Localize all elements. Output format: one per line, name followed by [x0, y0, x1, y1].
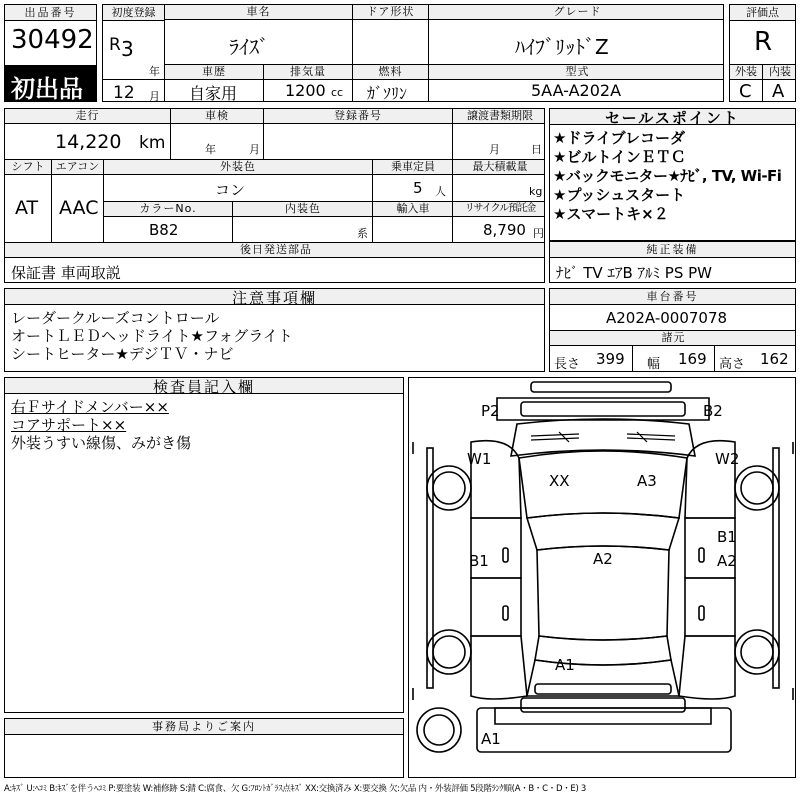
mark-xx: XX	[549, 472, 570, 490]
chassis-label: 車台番号	[550, 289, 795, 305]
equipment-label: 純正装備	[550, 242, 795, 258]
fuel-value: ｶﾞｿﾘﾝ	[367, 84, 408, 102]
displacement-value: 1200	[285, 81, 326, 100]
first-listing-badge	[4, 65, 97, 102]
capacity-unit: 人	[435, 185, 446, 198]
capacity-value: 5	[413, 179, 423, 197]
sales-point-item: ★ドライブレコーダ	[553, 129, 685, 147]
sales-point-item: ★バックモニター★ﾅﾋﾞ, TV, Wi-Fi	[553, 167, 782, 185]
mark-w2: W2	[715, 450, 740, 468]
registration-month: 12	[113, 83, 135, 102]
length-label: 長さ	[554, 357, 581, 372]
ext-color-value: コン	[215, 181, 246, 199]
equipment-value: ﾅﾋﾞ TV ｴｱB ｱﾙﾐ PS PW	[556, 264, 712, 282]
mark-p2: P2	[481, 402, 500, 420]
model-value: 5AA-A202A	[531, 81, 622, 100]
shift-value: AT	[15, 197, 39, 219]
mark-b1-left: B1	[469, 552, 489, 570]
int-color-unit: 系	[357, 227, 368, 240]
lot-number-box	[4, 4, 97, 66]
inspector-line: 外装うすい線傷、みがき傷	[11, 434, 192, 452]
mark-w1: W1	[467, 450, 492, 468]
shift-label: シフト	[4, 159, 52, 175]
transfer-label: 譲渡書類期限	[452, 108, 545, 124]
recycle-unit: 円	[533, 227, 544, 240]
mark-b2-top: B2	[703, 402, 723, 420]
inspection-year-unit: 年	[205, 143, 216, 156]
fuel-label: 燃料	[352, 64, 429, 80]
score-value: R	[754, 27, 773, 57]
specs-grid	[4, 108, 545, 283]
exterior-score: C	[739, 81, 752, 102]
damage-diagram	[408, 377, 796, 778]
recycle-label: リサイクル預託金	[452, 201, 545, 217]
height-value: 162	[760, 350, 789, 368]
transfer-day-unit: 日	[531, 143, 542, 156]
office-notice-box	[4, 718, 404, 778]
sales-points-label: セールスポイント	[550, 109, 795, 125]
sales-point-item: ★スマートキ×２	[553, 205, 669, 223]
note-line: シートヒーター★デジＴＶ・ナビ	[11, 345, 234, 363]
mark-b1-right: B1	[717, 528, 737, 546]
reg-no-label: 登録番号	[263, 108, 453, 124]
note-line: レーダークルーズコントロール	[11, 309, 220, 327]
exterior-score-label: 外装	[729, 64, 763, 80]
first-registration-label: 初度登録	[103, 5, 164, 21]
later-parts-label: 後日発送部品	[4, 242, 545, 258]
mileage-value: 14,220	[55, 131, 122, 153]
inspection-label: 車検	[170, 108, 264, 124]
legend: A:ｷｽﾞ U:ﾍｺﾐ B:ｷｽﾞを伴うﾍｺﾐ P:要塗装 W:補修跡 S:錆 C:腐食、欠 G:ﾌﾛﾝﾄｶﾞﾗｽ点ｷｽﾞ XX:交換済み X:要交換 欠:欠品 内・外装評価 5段階ﾗﾝｸ順(A・B・C・D・E) 3	[4, 784, 587, 794]
interior-score-label: 内装	[762, 64, 796, 80]
sales-point-item: ★ビルトインＥＴＣ	[553, 148, 686, 166]
sales-points-box	[549, 108, 796, 241]
ext-color-label: 外装色	[103, 159, 373, 175]
history-label: 車歴	[164, 64, 264, 80]
mark-a3: A3	[637, 472, 657, 490]
office-notice-label: 事務局よりご案内	[5, 719, 403, 735]
int-color-label: 内装色	[232, 201, 374, 217]
ac-label: エアコン	[51, 159, 104, 175]
mileage-label: 走行	[4, 108, 171, 124]
chassis-number: A202A-0007078	[606, 309, 728, 327]
mark-a1-rear: A1	[555, 656, 575, 674]
height-label: 高さ	[719, 357, 746, 372]
grade-label: グレード	[428, 4, 724, 20]
car-outline-diagram	[409, 378, 796, 778]
equipment-box	[549, 241, 796, 283]
lot-number-label: 出品番号	[5, 5, 96, 21]
width-label: 幅	[647, 357, 661, 372]
era: R	[109, 35, 121, 55]
mark-a2-center: A2	[593, 550, 613, 568]
displacement-unit: cc	[331, 86, 344, 99]
car-name: ﾗｲｽﾞ	[229, 35, 269, 59]
displacement-label: 排気量	[263, 64, 353, 80]
mark-a1-bottom: A1	[481, 730, 501, 748]
inspector-label: 検査員記入欄	[5, 378, 403, 394]
model-label: 型式	[428, 64, 724, 80]
width-value: 169	[678, 350, 707, 368]
later-parts-value: 保証書 車両取説	[11, 264, 121, 282]
door-label: ドア形状	[352, 4, 429, 20]
inspection-month-unit: 月	[249, 143, 260, 156]
first-listing-text: 初出品	[11, 75, 83, 102]
first-registration-box	[102, 4, 165, 102]
history-value: 自家用	[189, 84, 238, 102]
registration-year: 3	[121, 37, 134, 61]
mark-a2-right: A2	[717, 552, 737, 570]
max-load-unit: kg	[529, 185, 543, 198]
chassis-box	[549, 288, 796, 372]
max-load-label: 最大積載量	[452, 159, 545, 175]
lot-number: 30492	[11, 25, 94, 55]
car-name-label: 車名	[164, 4, 353, 20]
grade-value: ﾊｲﾌﾞﾘｯﾄﾞZ	[515, 35, 609, 59]
score-label: 評価点	[730, 5, 795, 21]
dimensions-label: 諸元	[549, 330, 796, 346]
mileage-unit: km	[139, 133, 166, 153]
vehicle-info-grid	[164, 4, 724, 102]
import-label: 輸入車	[372, 201, 454, 217]
notes-box	[4, 288, 545, 372]
color-no-label: カラーNo.	[103, 201, 233, 217]
inspector-line: 右Ｆサイドメンバー××	[11, 398, 169, 416]
transfer-month-unit: 月	[489, 143, 500, 156]
capacity-label: 乗車定員	[372, 159, 454, 175]
inspector-line: コアサポート××	[11, 416, 127, 434]
inspector-box	[4, 377, 404, 713]
month-unit: 月	[149, 90, 160, 102]
year-unit: 年	[149, 65, 160, 78]
recycle-value: 8,790	[483, 221, 526, 239]
ac-value: AAC	[59, 197, 99, 219]
sales-point-item: ★プッシュスタート	[553, 186, 686, 204]
length-value: 399	[596, 350, 625, 368]
score-box	[729, 4, 796, 102]
interior-score: A	[772, 81, 785, 102]
notes-label: 注意事項欄	[5, 289, 544, 305]
note-line: オートＬＥＤヘッドライト★フォグライト	[11, 327, 293, 345]
color-no-value: B82	[149, 221, 179, 239]
